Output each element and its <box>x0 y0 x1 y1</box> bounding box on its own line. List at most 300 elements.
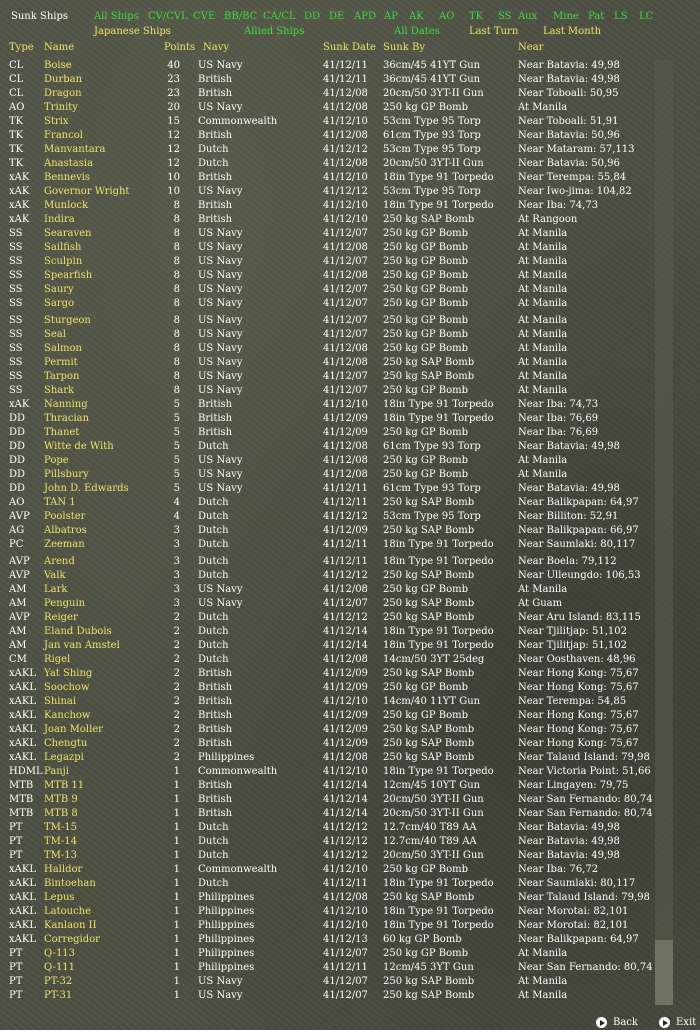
filter-ap[interactable]: AP <box>384 11 398 22</box>
points-cell: 2 <box>173 738 180 749</box>
type-cell: SS <box>9 385 23 396</box>
ship-name-link[interactable]: Bintoehan <box>44 878 96 889</box>
table-row <box>0 314 660 328</box>
sunk-by-cell: 250 kg SAP Bomb <box>383 525 475 536</box>
ship-name-link[interactable]: Q-113 <box>44 948 76 959</box>
points-cell: 8 <box>173 298 180 309</box>
table-row <box>0 454 660 468</box>
table-row <box>0 283 660 297</box>
table-row <box>0 975 660 989</box>
points-cell: 2 <box>173 752 180 763</box>
sunk-date-cell: 41/12/13 <box>323 934 368 945</box>
points-cell: 8 <box>173 228 180 239</box>
sunk-by-cell: 250 kg GP Bomb <box>383 682 469 693</box>
filter-aux[interactable]: Aux <box>518 11 538 22</box>
table-row <box>0 328 660 342</box>
filter-ls[interactable]: LS <box>614 11 628 22</box>
type-cell: xAKL <box>9 682 36 693</box>
points-cell: 23 <box>167 88 180 99</box>
type-cell: PT <box>9 976 23 987</box>
ship-name-link[interactable]: Dragon <box>44 88 82 99</box>
filter-ss[interactable]: SS <box>498 11 512 22</box>
sunk-by-cell: 250 kg GP Bomb <box>383 228 469 239</box>
table-row <box>0 919 660 933</box>
navy-cell: US Navy <box>198 186 243 197</box>
points-cell: 23 <box>167 74 180 85</box>
sunk-by-cell: 18in Type 91 Torpedo <box>383 920 494 931</box>
sunk-by-cell: 250 kg GP Bomb <box>383 270 469 281</box>
sunk-date-cell: 41/12/11 <box>323 60 368 71</box>
navy-cell: Dutch <box>198 612 229 623</box>
near-cell: Near Terempa: 54,85 <box>518 696 627 707</box>
table-row <box>0 342 660 356</box>
table-row <box>0 157 660 171</box>
ship-name-link[interactable]: Soochow <box>44 682 90 693</box>
type-cell: PT <box>9 836 23 847</box>
navy-cell: Dutch <box>198 654 229 665</box>
near-cell: Near Morotai: 82,101 <box>518 906 629 917</box>
ship-name-link[interactable]: PT-32 <box>44 976 73 987</box>
points-cell: 3 <box>173 570 180 581</box>
navy-cell: US Navy <box>198 242 243 253</box>
sunk-date-cell: 41/12/14 <box>323 808 368 819</box>
ship-name-link[interactable]: TM-15 <box>44 822 78 833</box>
filter-bb-bc[interactable]: BB/BC <box>224 11 258 22</box>
navy-cell: Philippines <box>198 962 255 973</box>
sunk-date-cell: 41/12/11 <box>323 539 368 550</box>
navy-cell: British <box>198 794 233 805</box>
ship-name-link[interactable]: Zeeman <box>44 539 85 550</box>
points-cell: 2 <box>173 626 180 637</box>
navy-cell: Dutch <box>198 525 229 536</box>
near-cell: Near Oosthaven: 48,96 <box>518 654 636 665</box>
ship-name-link[interactable]: Salmon <box>44 343 82 354</box>
type-cell: TK <box>9 158 24 169</box>
near-cell: Near Balikpapan: 64,97 <box>518 497 639 508</box>
sunk-date-cell: 41/12/12 <box>323 144 368 155</box>
ship-name-link[interactable]: Munlock <box>44 200 88 211</box>
ship-name-link[interactable]: Thanet <box>44 427 80 438</box>
sunk-date-cell: 41/12/12 <box>323 822 368 833</box>
sunk-by-cell: 250 kg GP Bomb <box>383 256 469 267</box>
navy-cell: British <box>198 427 233 438</box>
column-header-name[interactable]: Name <box>44 42 75 53</box>
type-cell: AG <box>9 525 25 536</box>
filter-pat[interactable]: Pat <box>588 11 605 22</box>
ship-name-link[interactable]: Witte de With <box>44 441 114 452</box>
ship-name-link[interactable]: Shinai <box>44 696 77 707</box>
table-row <box>0 370 660 384</box>
type-cell: TK <box>9 130 24 141</box>
near-cell: At Manila <box>518 357 568 368</box>
type-cell: PT <box>9 850 23 861</box>
navy-cell: Dutch <box>198 556 229 567</box>
navy-cell: British <box>198 710 233 721</box>
near-cell: Near Batavia: 50,96 <box>518 158 620 169</box>
near-cell: Near Hong Kong: 75,67 <box>518 738 639 749</box>
sunk-date-cell: 41/12/12 <box>323 612 368 623</box>
near-cell: Near Aru Island: 83,115 <box>518 612 641 623</box>
table-row <box>0 989 660 1003</box>
sunk-by-cell: 250 kg GP Bomb <box>383 584 469 595</box>
sunk-date-cell: 41/12/12 <box>323 511 368 522</box>
near-cell: At Manila <box>518 976 568 987</box>
ship-name-link[interactable]: John D. Edwards <box>44 483 129 494</box>
near-cell: Near Iba: 76,69 <box>518 427 599 438</box>
filter-cv-cvl[interactable]: CV/CVL <box>148 11 188 22</box>
filter-apd[interactable]: APD <box>354 11 376 22</box>
filter-mine[interactable]: Mine <box>553 11 579 22</box>
filter-ca-cl[interactable]: CA/CL <box>263 11 296 22</box>
ship-name-link[interactable]: Governor Wright <box>44 186 130 197</box>
filter-last-turn[interactable]: Last Turn <box>469 26 519 37</box>
type-cell: TK <box>9 116 24 127</box>
sunk-date-cell: 41/12/08 <box>323 242 368 253</box>
filter-all-dates[interactable]: All Dates <box>394 26 440 37</box>
navy-cell: Philippines <box>198 752 255 763</box>
points-cell: 20 <box>167 102 180 113</box>
navy-cell: Dutch <box>198 441 229 452</box>
sunk-date-cell: 41/12/07 <box>323 284 368 295</box>
sunk-by-cell: 20cm/50 3YT-II Gun <box>383 850 484 861</box>
points-cell: 8 <box>173 256 180 267</box>
ship-name-link[interactable]: Lepus <box>44 892 75 903</box>
column-header-points[interactable]: Points <box>164 42 196 53</box>
sunk-date-cell: 41/12/10 <box>323 864 368 875</box>
near-cell: Near Morotai: 82,101 <box>518 920 629 931</box>
sunk-by-cell: 53cm Type 95 Torp <box>383 116 481 127</box>
near-cell: Near Iba: 74,73 <box>518 200 599 211</box>
column-header-near[interactable]: Near <box>518 42 544 53</box>
near-cell: At Manila <box>518 455 568 466</box>
navy-cell: Philippines <box>198 920 255 931</box>
sunk-by-cell: 250 kg SAP Bomb <box>383 612 475 623</box>
ship-name-link[interactable]: Shark <box>44 385 75 396</box>
ship-name-link[interactable]: Poolster <box>44 511 86 522</box>
ship-name-link[interactable]: Durban <box>44 74 83 85</box>
near-cell: Near Balikpapan: 66,97 <box>518 525 639 536</box>
filter-all-ships[interactable]: All Ships <box>94 11 139 22</box>
sunk-by-cell: 18in Type 91 Torpedo <box>383 906 494 917</box>
ship-name-link[interactable]: Chengtu <box>44 738 88 749</box>
navy-cell: British <box>198 668 233 679</box>
points-cell: 2 <box>173 654 180 665</box>
near-cell: Near Victoria Point: 51,66 <box>518 766 651 777</box>
sunk-date-cell: 41/12/07 <box>323 256 368 267</box>
navy-cell: Dutch <box>198 158 229 169</box>
ship-name-link[interactable]: TM-14 <box>44 836 78 847</box>
near-cell: At Manila <box>518 990 568 1001</box>
navy-cell: British <box>198 130 233 141</box>
navy-cell: Commonwealth <box>198 766 278 777</box>
ship-name-link[interactable]: Permit <box>44 357 78 368</box>
sunk-date-cell: 41/12/09 <box>323 427 368 438</box>
table-row <box>0 297 660 311</box>
ship-name-link[interactable]: Manvantara <box>44 144 106 155</box>
filter-ao[interactable]: AO <box>439 11 455 22</box>
points-cell: 12 <box>167 158 180 169</box>
ship-name-link[interactable]: Eland Dubois <box>44 626 112 637</box>
points-cell: 3 <box>173 598 180 609</box>
points-cell: 3 <box>173 556 180 567</box>
ship-name-link[interactable]: Strix <box>44 116 69 127</box>
sunk-date-cell: 41/12/09 <box>323 668 368 679</box>
ship-name-link[interactable]: Legazpi <box>44 752 84 763</box>
ship-name-link[interactable]: Latouche <box>44 906 92 917</box>
exit-button[interactable] <box>659 1017 696 1028</box>
sunk-date-cell: 41/12/08 <box>323 469 368 480</box>
near-cell: At Manila <box>518 228 568 239</box>
type-cell: MTB <box>9 794 34 805</box>
filter-japanese-ships[interactable]: Japanese Ships <box>94 26 171 37</box>
table-row <box>0 171 660 185</box>
type-cell: HDML <box>9 766 43 777</box>
type-cell: DD <box>9 413 26 424</box>
ship-name-link[interactable]: TM-13 <box>44 850 78 861</box>
table-row <box>0 751 660 765</box>
near-cell: At Manila <box>518 329 568 340</box>
near-cell: Near Batavia: 49,98 <box>518 74 620 85</box>
points-cell: 2 <box>173 640 180 651</box>
sunk-date-cell: 41/12/07 <box>323 990 368 1001</box>
table-row <box>0 59 660 73</box>
ship-name-link[interactable]: Kanchow <box>44 710 91 721</box>
ship-name-link[interactable]: Sculpin <box>44 256 83 267</box>
near-cell: Near Batavia: 49,98 <box>518 441 620 452</box>
near-cell: At Manila <box>518 270 568 281</box>
points-cell: 1 <box>173 892 180 903</box>
type-cell: xAKL <box>9 752 36 763</box>
near-cell: Near Hong Kong: 75,67 <box>518 710 639 721</box>
points-cell: 8 <box>173 329 180 340</box>
points-cell: 5 <box>173 483 180 494</box>
sunk-date-cell: 41/12/10 <box>323 766 368 777</box>
table-row <box>0 947 660 961</box>
sunk-by-cell: 53cm Type 95 Torp <box>383 186 481 197</box>
filter-cve[interactable]: CVE <box>193 11 216 22</box>
type-cell: xAK <box>9 186 30 197</box>
sunk-by-cell: 60 kg GP Bomb <box>383 934 462 945</box>
points-cell: 8 <box>173 270 180 281</box>
near-cell: Near Batavia: 50,96 <box>518 130 620 141</box>
points-cell: 5 <box>173 427 180 438</box>
ship-name-link[interactable]: Corregidor <box>44 934 100 945</box>
table-row <box>0 695 660 709</box>
navy-cell: British <box>198 682 233 693</box>
navy-cell: British <box>198 738 233 749</box>
ship-name-link[interactable]: Anastasia <box>44 158 94 169</box>
ship-name-link[interactable]: Kanlaon II <box>44 920 97 931</box>
ship-name-link[interactable]: Sargo <box>44 298 75 309</box>
ship-name-link[interactable]: Albatros <box>44 525 87 536</box>
points-cell: 5 <box>173 469 180 480</box>
table-row <box>0 412 660 426</box>
sunk-by-cell: 20cm/50 3YT-II Gun <box>383 158 484 169</box>
sunk-date-cell: 41/12/11 <box>323 74 368 85</box>
sunk-by-cell: 250 kg SAP Bomb <box>383 990 475 1001</box>
sunk-by-cell: 250 kg SAP Bomb <box>383 598 475 609</box>
filter-lc[interactable]: LC <box>639 11 654 22</box>
ship-name-link[interactable]: Halldor <box>44 864 83 875</box>
type-cell: xAKL <box>9 724 36 735</box>
points-cell: 2 <box>173 710 180 721</box>
sunk-by-cell: 18in Type 91 Torpedo <box>383 878 494 889</box>
ship-name-link[interactable]: Reiger <box>44 612 78 623</box>
navy-cell: US Navy <box>198 270 243 281</box>
filter-tk[interactable]: TK <box>469 11 484 22</box>
ship-name-link[interactable]: Bennevis <box>44 172 91 183</box>
type-cell: CL <box>9 60 24 71</box>
ship-name-link[interactable]: MTB 8 <box>44 808 78 819</box>
ship-name-link[interactable]: Seal <box>44 329 66 340</box>
type-cell: DD <box>9 441 26 452</box>
ship-name-link[interactable]: Thracian <box>44 413 90 424</box>
ship-name-link[interactable]: Boise <box>44 60 72 71</box>
filter-ak[interactable]: AK <box>409 11 424 22</box>
near-cell: Near Hong Kong: 75,67 <box>518 682 639 693</box>
ship-name-link[interactable]: Sailfish <box>44 242 82 253</box>
type-cell: AM <box>9 584 27 595</box>
column-header-sunk-date[interactable]: Sunk Date <box>323 42 376 53</box>
ship-name-link[interactable]: Jan van Amstel <box>44 640 120 651</box>
sunk-by-cell: 250 kg SAP Bomb <box>383 668 475 679</box>
type-cell: MTB <box>9 808 34 819</box>
navy-cell: US Navy <box>198 228 243 239</box>
ship-name-link[interactable]: Tarpon <box>44 371 80 382</box>
ship-name-link[interactable]: MTB 9 <box>44 794 78 805</box>
points-cell: 8 <box>173 200 180 211</box>
column-header-sunk-by[interactable]: Sunk By <box>383 42 425 53</box>
points-cell: 1 <box>173 794 180 805</box>
filter-de[interactable]: DE <box>329 11 345 22</box>
navy-cell: US Navy <box>198 357 243 368</box>
near-cell: Near Billiton: 52,91 <box>518 511 619 522</box>
ship-name-link[interactable]: Rigel <box>44 654 71 665</box>
type-cell: xAK <box>9 172 30 183</box>
column-header-navy[interactable]: Navy <box>203 42 230 53</box>
table-row <box>0 101 660 115</box>
sunk-by-cell: 14cm/50 3YT 25deg <box>383 654 485 665</box>
ship-name-link[interactable]: Yat Shing <box>44 668 93 679</box>
points-cell: 4 <box>173 497 180 508</box>
points-cell: 1 <box>173 920 180 931</box>
navy-cell: British <box>198 780 233 791</box>
near-cell: Near Iwo-jima: 104,82 <box>518 186 632 197</box>
ship-name-link[interactable]: Francol <box>44 130 83 141</box>
near-cell: Near Tjilitjap: 51,102 <box>518 640 627 651</box>
table-row <box>0 877 660 891</box>
filter-allied-ships[interactable]: Allied Ships <box>244 26 305 37</box>
ship-name-link[interactable]: Pope <box>44 455 69 466</box>
sunk-date-cell: 41/12/10 <box>323 920 368 931</box>
sunk-date-cell: 41/12/10 <box>323 399 368 410</box>
filter-last-month[interactable]: Last Month <box>543 26 602 37</box>
type-cell: MTB <box>9 780 34 791</box>
sunk-date-cell: 41/12/07 <box>323 228 368 239</box>
near-cell: Near Batavia: 49,98 <box>518 836 620 847</box>
table-row <box>0 496 660 510</box>
column-header-type[interactable]: Type <box>9 42 34 53</box>
type-cell: SS <box>9 371 23 382</box>
ship-name-link[interactable]: MTB 11 <box>44 780 85 791</box>
near-cell: At Manila <box>518 284 568 295</box>
points-cell: 8 <box>173 214 180 225</box>
ship-name-link[interactable]: Joan Moller <box>44 724 103 735</box>
type-cell: CM <box>9 654 27 665</box>
ship-name-link[interactable]: Penguin <box>44 598 86 609</box>
ship-name-link[interactable]: Lark <box>44 584 68 595</box>
type-cell: xAKL <box>9 934 36 945</box>
type-cell: AO <box>9 497 25 508</box>
ship-name-link[interactable]: Indira <box>44 214 75 225</box>
table-row <box>0 87 660 101</box>
ship-name-link[interactable]: Sturgeon <box>44 315 91 326</box>
navy-cell: British <box>198 88 233 99</box>
ship-name-link[interactable]: Panji <box>44 766 69 777</box>
near-cell: At Manila <box>518 102 568 113</box>
sunk-date-cell: 41/12/07 <box>323 976 368 987</box>
navy-cell: British <box>198 74 233 85</box>
filter-dd[interactable]: DD <box>304 11 321 22</box>
navy-cell: US Navy <box>198 60 243 71</box>
type-cell: DD <box>9 455 26 466</box>
sunk-by-cell: 250 kg GP Bomb <box>383 242 469 253</box>
ship-name-link[interactable]: Valk <box>44 570 66 581</box>
points-cell: 1 <box>173 850 180 861</box>
type-cell: SS <box>9 228 23 239</box>
sunk-by-cell: 18in Type 91 Torpedo <box>383 413 494 424</box>
sunk-date-cell: 41/12/11 <box>323 962 368 973</box>
type-cell: PT <box>9 990 23 1001</box>
ship-name-link[interactable]: Trinity <box>44 102 78 113</box>
type-cell: xAKL <box>9 710 36 721</box>
sunk-by-cell: 18in Type 91 Torpedo <box>383 766 494 777</box>
ship-name-link[interactable]: PT-31 <box>44 990 73 1001</box>
sunk-by-cell: 12cm/45 10YT Gun <box>383 780 481 791</box>
table-row <box>0 538 660 552</box>
table-row <box>0 241 660 255</box>
points-cell: 2 <box>173 612 180 623</box>
points-cell: 10 <box>167 172 180 183</box>
near-cell: Near Talaud Island: 79,98 <box>518 752 650 763</box>
ship-name-link[interactable]: Nanning <box>44 399 88 410</box>
ship-name-link[interactable]: TAN 1 <box>44 497 76 508</box>
navy-cell: Dutch <box>198 640 229 651</box>
points-cell: 1 <box>173 878 180 889</box>
type-cell: AVP <box>9 511 30 522</box>
ship-name-link[interactable]: Saury <box>44 284 74 295</box>
sunk-by-cell: 12.7cm/40 T89 AA <box>383 836 477 847</box>
back-button[interactable] <box>596 1017 638 1028</box>
ship-name-link[interactable]: Pillsbury <box>44 469 89 480</box>
near-cell: At Manila <box>518 315 568 326</box>
ship-name-link[interactable]: Searaven <box>44 228 92 239</box>
points-cell: 1 <box>173 808 180 819</box>
ship-name-link[interactable]: Q-111 <box>44 962 76 973</box>
sunk-by-cell: 250 kg SAP Bomb <box>383 892 475 903</box>
ship-name-link[interactable]: Spearfish <box>44 270 93 281</box>
table-row <box>0 398 660 412</box>
sunk-by-cell: 20cm/50 3YT-II Gun <box>383 808 484 819</box>
sunk-by-cell: 61cm Type 93 Torp <box>383 441 481 452</box>
points-cell: 12 <box>167 144 180 155</box>
near-cell: At Manila <box>518 584 568 595</box>
points-cell: 1 <box>173 836 180 847</box>
points-cell: 8 <box>173 343 180 354</box>
sunk-date-cell: 41/12/14 <box>323 640 368 651</box>
near-cell: At Guam <box>518 598 563 609</box>
ship-name-link[interactable]: Arend <box>44 556 75 567</box>
